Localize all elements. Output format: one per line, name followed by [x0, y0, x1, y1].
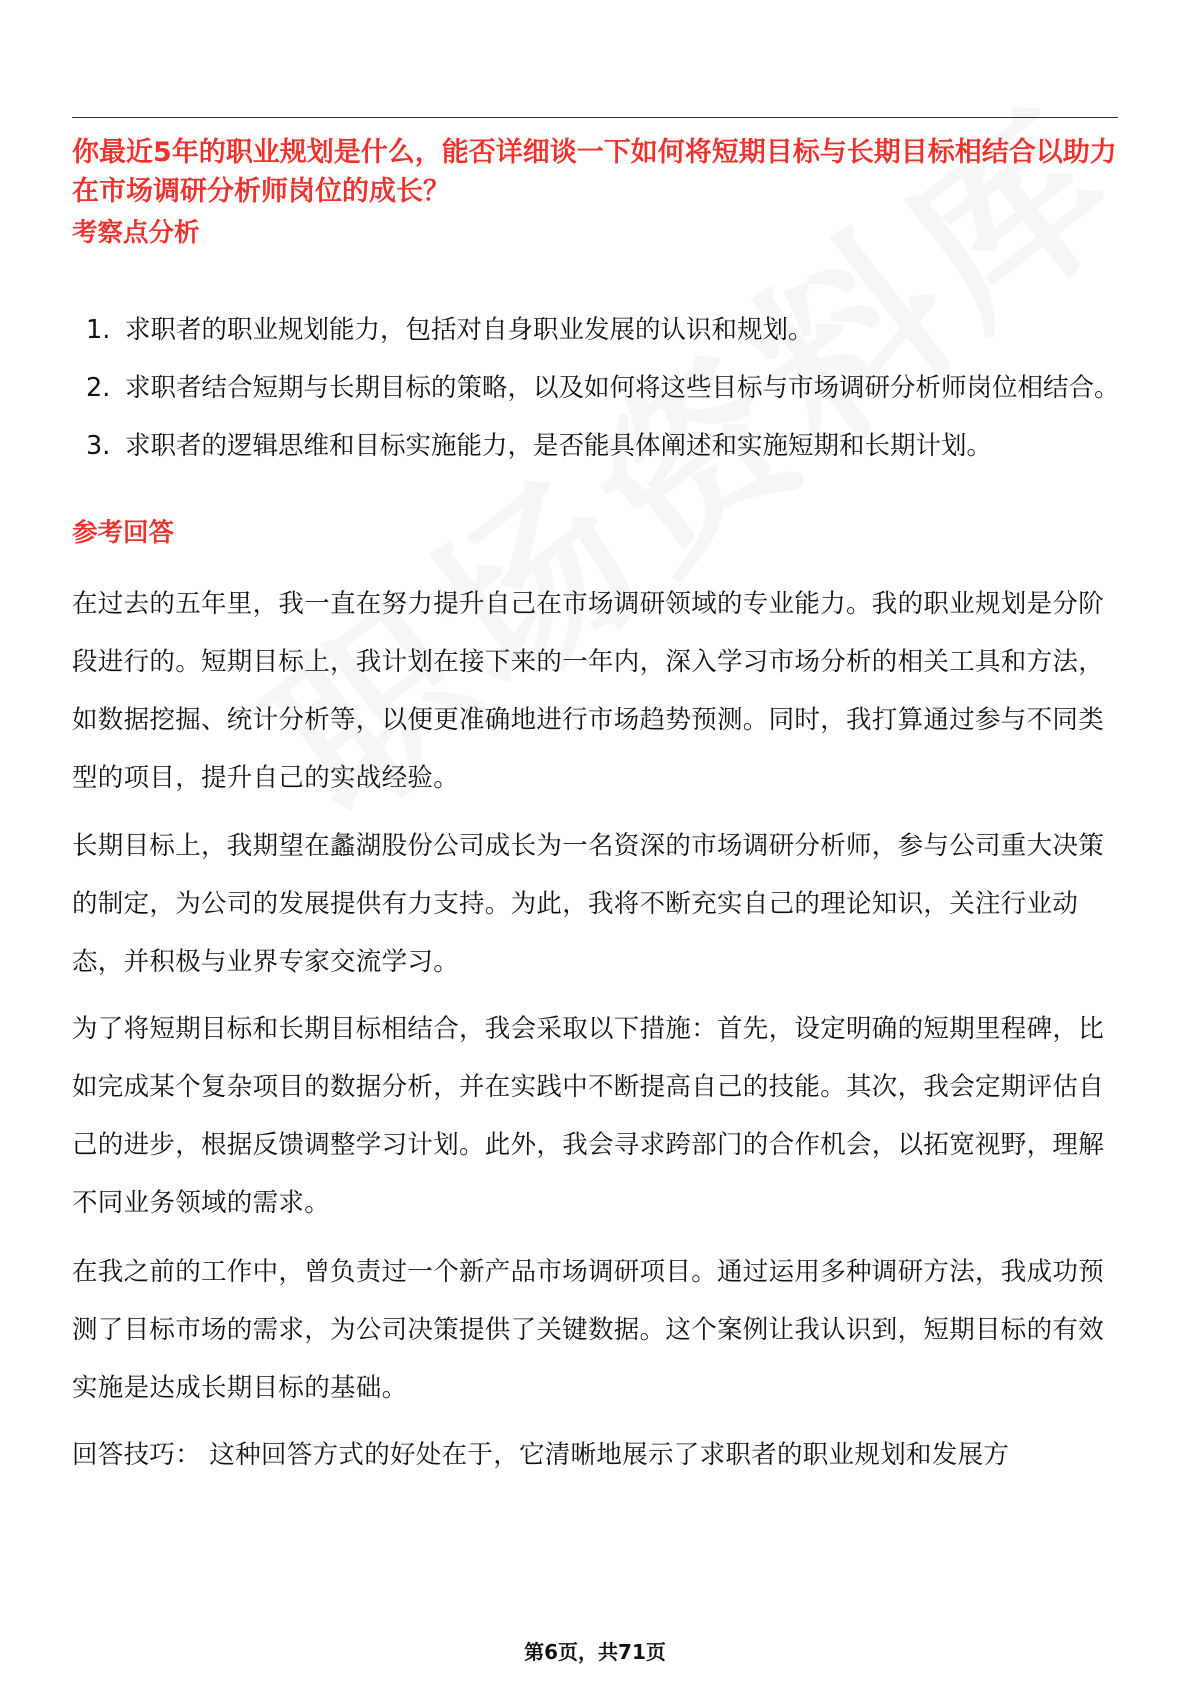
analysis-section-title: 考察点分析	[72, 218, 200, 248]
list-item	[72, 417, 1132, 475]
list-item	[72, 301, 1132, 359]
answer-paragraph: 在我之前的工作中，曾负责过一个新产品市场调研项目。通过运用多种调研方法，我成功预测了目标市场的需求，为公司决策提供了关键数据。这个案例让我认识到，短期目标的有效实施是达成长期目标的基础。	[72, 1257, 1105, 1403]
answer-paragraph: 为了将短期目标和长期目标相结合，我会采取以下措施：首先，设定明确的短期里程碑，比如完成某个复杂项目的数据分析，并在实践中不断提高自己的技能。其次，我会定期评估自己的进步，根据反馈调整学习计划。此外，我会寻求跨部门的合作机会，以拓宽视野，理解不同业务领域的需求。	[72, 1014, 1105, 1218]
list-item-number: 2.	[86, 373, 111, 403]
answer-section-title: 参考回答	[72, 518, 175, 548]
answer-tips-paragraph: 回答技巧： 这种回答方式的好处在于，它清晰地展示了求职者的职业规划和发展方	[72, 1440, 1010, 1470]
answer-paragraph: 长期目标上，我期望在蠡湖股份公司成长为一名资深的市场调研分析师，参与公司重大决策的制定，为公司的发展提供有力支持。为此，我将不断充实自己的理论知识，关注行业动态，并积极与业界专家交流学习。	[72, 831, 1105, 977]
analysis-list	[72, 301, 1132, 475]
header-divider	[72, 117, 1118, 118]
list-item-text: 求职者的职业规划能力，包括对自身职业发展的认识和规划。	[125, 315, 814, 345]
list-item-number: 3.	[86, 431, 111, 461]
question-heading: 你最近5年的职业规划是什么，能否详细谈一下如何将短期目标与长期目标相结合以助力在市场调研分析师岗位的成长？	[72, 137, 1117, 207]
list-item-text: 求职者结合短期与长期目标的策略，以及如何将这些目标与市场调研分析师岗位相结合。	[125, 373, 1120, 403]
answer-paragraph: 在过去的五年里，我一直在努力提升自己在市场调研领域的专业能力。我的职业规划是分阶段进行的。短期目标上，我计划在接下来的一年内，深入学习市场分析的相关工具和方法，如数据挖掘、统计分析等，以便更准确地进行市场趋势预测。同时，我打算通过参与不同类型的项目，提升自己的实战经验。	[72, 589, 1105, 793]
list-item-text: 求职者的逻辑思维和目标实施能力，是否能具体阐述和实施短期和长期计划。	[125, 431, 993, 461]
list-item	[72, 359, 1132, 417]
list-item-number: 1.	[86, 315, 111, 345]
page-number-footer: 第6页，共71页	[524, 1640, 666, 1664]
